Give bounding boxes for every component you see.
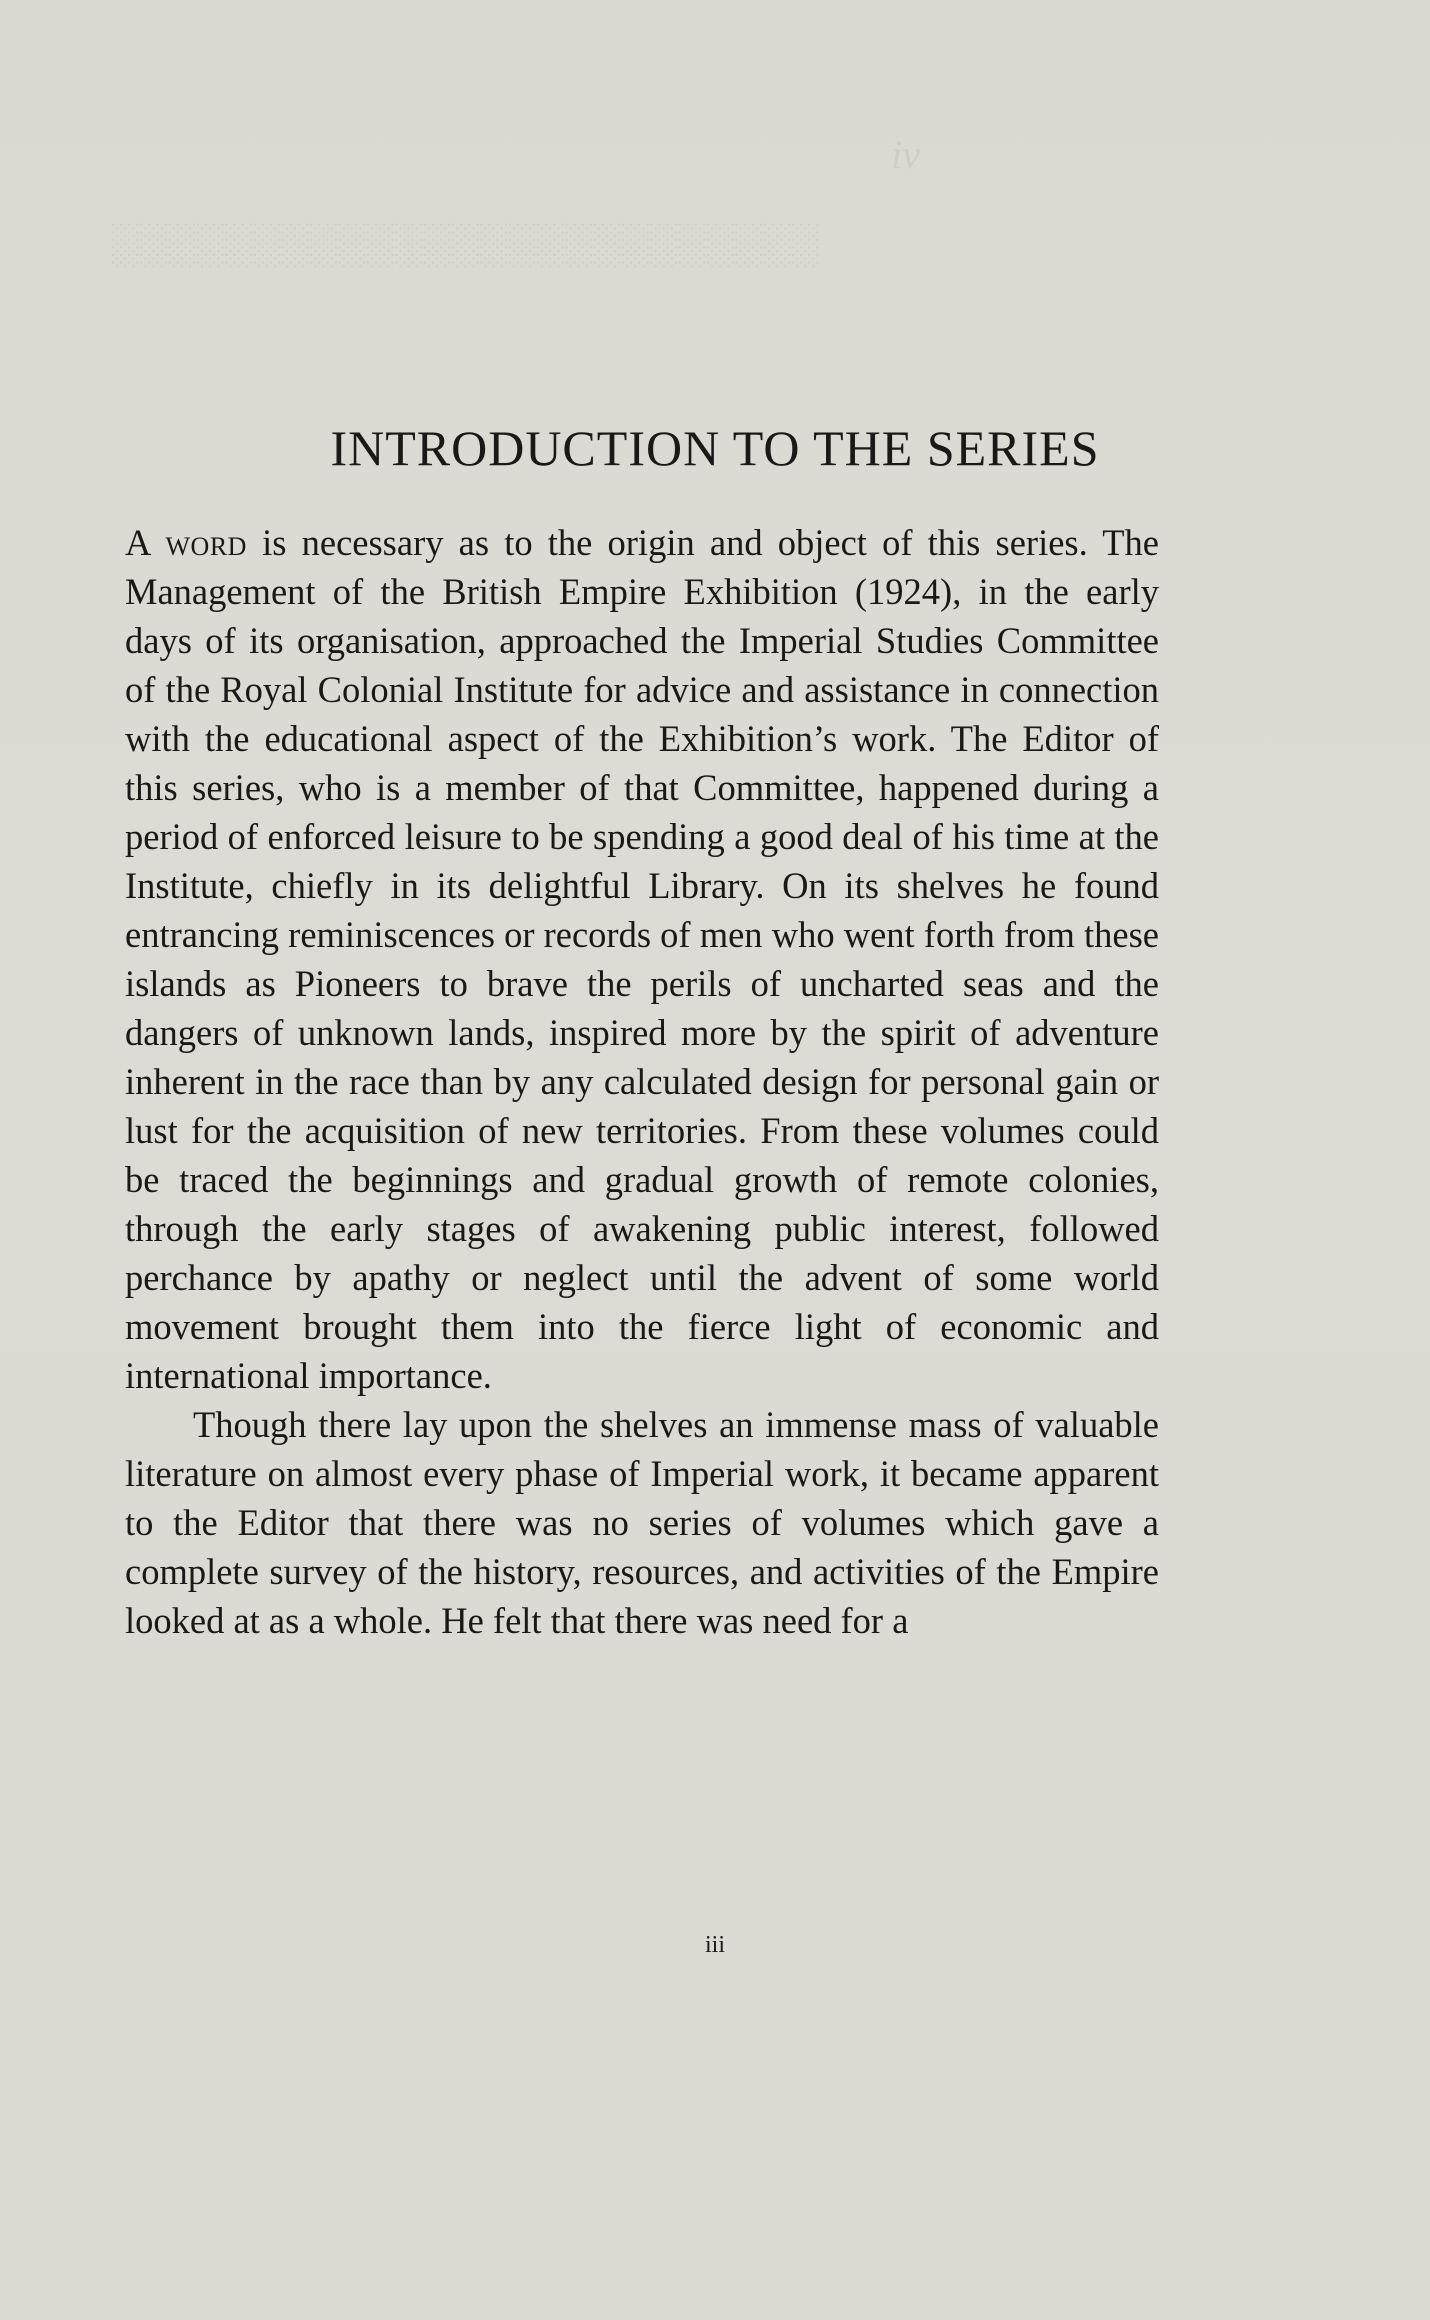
paragraph-2 <box>125 1400 1159 1645</box>
page-title: INTRODUCTION TO THE SERIES <box>330 420 1100 476</box>
paragraph-1 <box>125 518 1159 1400</box>
show-through-reverse-page: iv ░░░░░░░░░░░░░░░░░░░░░░░░░ <box>110 132 1170 266</box>
paragraph-1-text: is necessary as to the origin and object of this series. The Management of the British Empire Exhibition (1924), in the early days of its organisation, approached the Imperial Studies Committee of the Royal Colonial Institute for advice and assistance in connection with the educational aspect of the Exhibition’s work. The Editor of this series, who is a member of that Committee, happened during a period of enforced leisure to be spending a good deal of his time at the Institute, chiefly in its delightful Library. On its shelves he found entrancing reminiscences or records of men who went forth from these islands as Pioneers to brave the perils of uncharted seas and the dangers of unknown lands, inspired more by the spirit of adventure inherent in the race than by any calculated design for personal gain or lust for the acquisition of new territories. From these volumes could be traced the beginnings and gradual growth of remote colonies, through the early stages of awakening public interest, followed perchance by apathy or neglect until the advent of some world movement brought them into the fierce light of economic and international importance. <box>125 522 1160 1396</box>
paragraph-2-text: Though there lay upon the shelves an immense mass of valuable literature on almost every phase of Imperial work, it became apparent to the Editor that there was no series of volumes which gave a complete survey of the history, resources, and activities of the Empire looked at as a whole. He felt that there was need for a <box>125 1404 1159 1641</box>
paragraph-1-lead-small-caps: A word <box>125 522 247 563</box>
page-number: iii <box>704 1932 725 1958</box>
body-text <box>125 518 1159 1645</box>
